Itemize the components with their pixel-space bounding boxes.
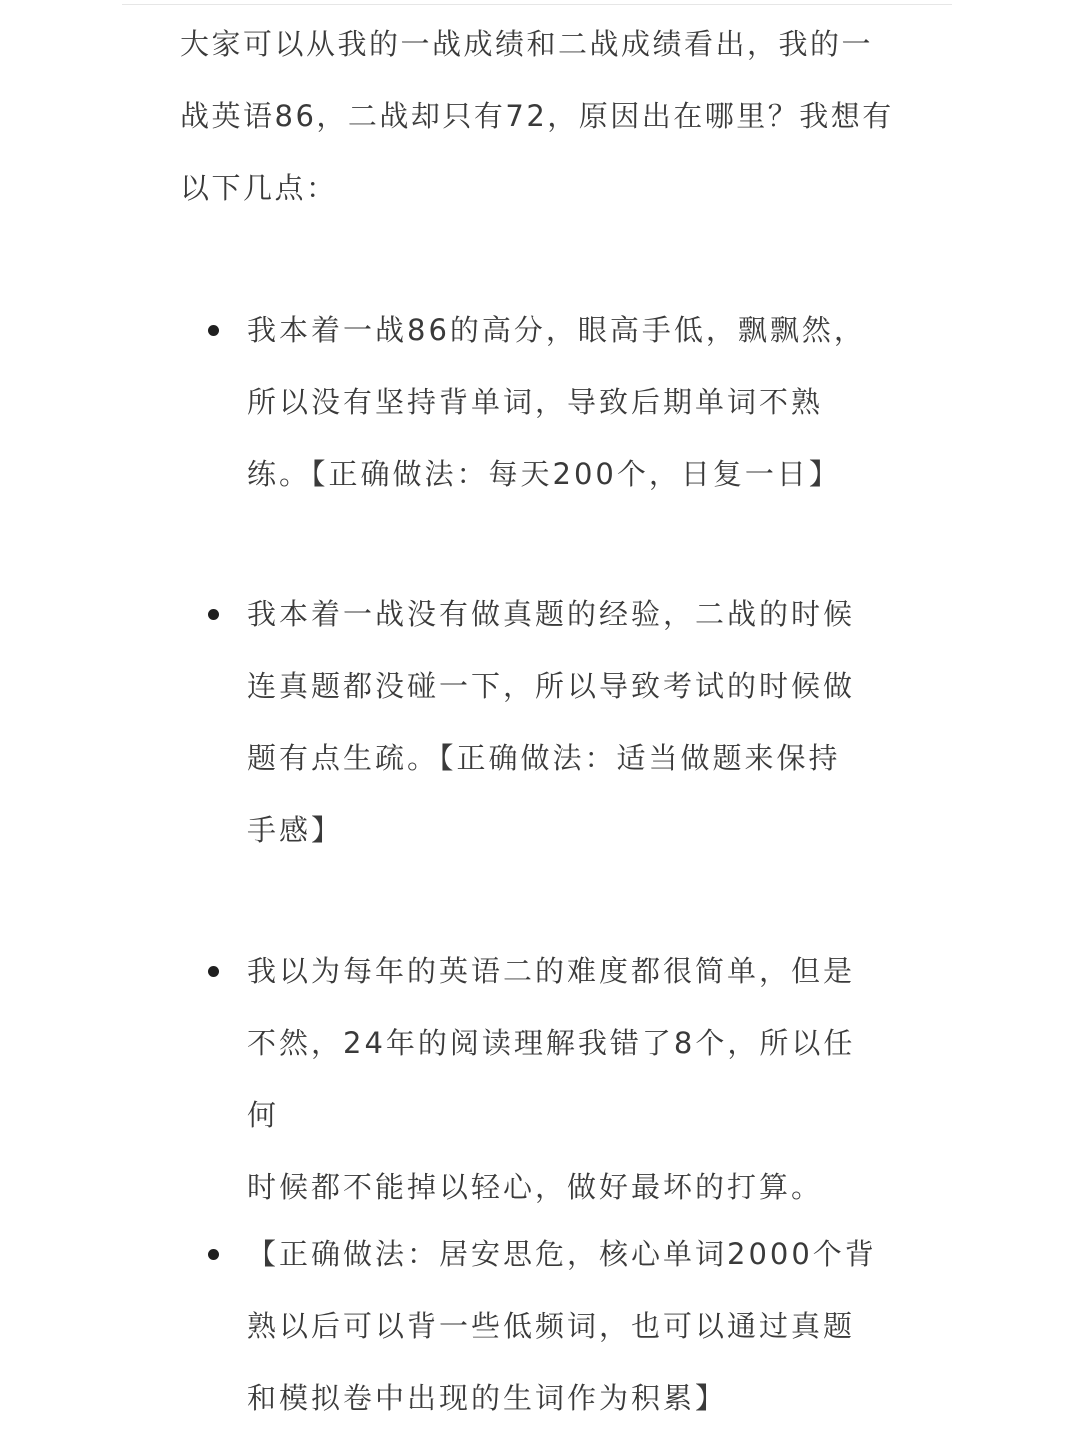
bullet-icon	[208, 1249, 219, 1260]
intro-paragraph: 大家可以从我的一战成绩和二战成绩看出，我的一 战英语86，二战却只有72，原因出在哪里？我想有 以下几点：	[180, 27, 894, 205]
list-item-text: 我本着一战86的高分，眼高手低，飘飘然， 所以没有坚持背单词，导致后期单词不熟 练。【正确做法：每天200个，日复一日】	[247, 313, 866, 491]
list-item-text: 我以为每年的英语二的难度都很简单，但是 不然，24年的阅读理解我错了8个，所以任何 时候都不能掉以轻心，做好最坏的打算。	[247, 954, 856, 1204]
list-item-text: 【正确做法：居安思危，核心单词2000个背 熟以后可以背一些低频词，也可以通过真题 和模拟卷中出现的生词作为积累】	[247, 1237, 877, 1415]
bullet-icon	[208, 325, 219, 336]
bullet-icon	[208, 966, 219, 977]
article-body	[180, 8, 900, 224]
top-divider	[122, 4, 952, 5]
list-item-text: 我本着一战没有做真题的经验，二战的时候 连真题都没碰一下，所以导致考试的时候做 题有点生疏。【正确做法：适当做题来保持 手感】	[247, 597, 856, 847]
bullet-icon	[208, 609, 219, 620]
